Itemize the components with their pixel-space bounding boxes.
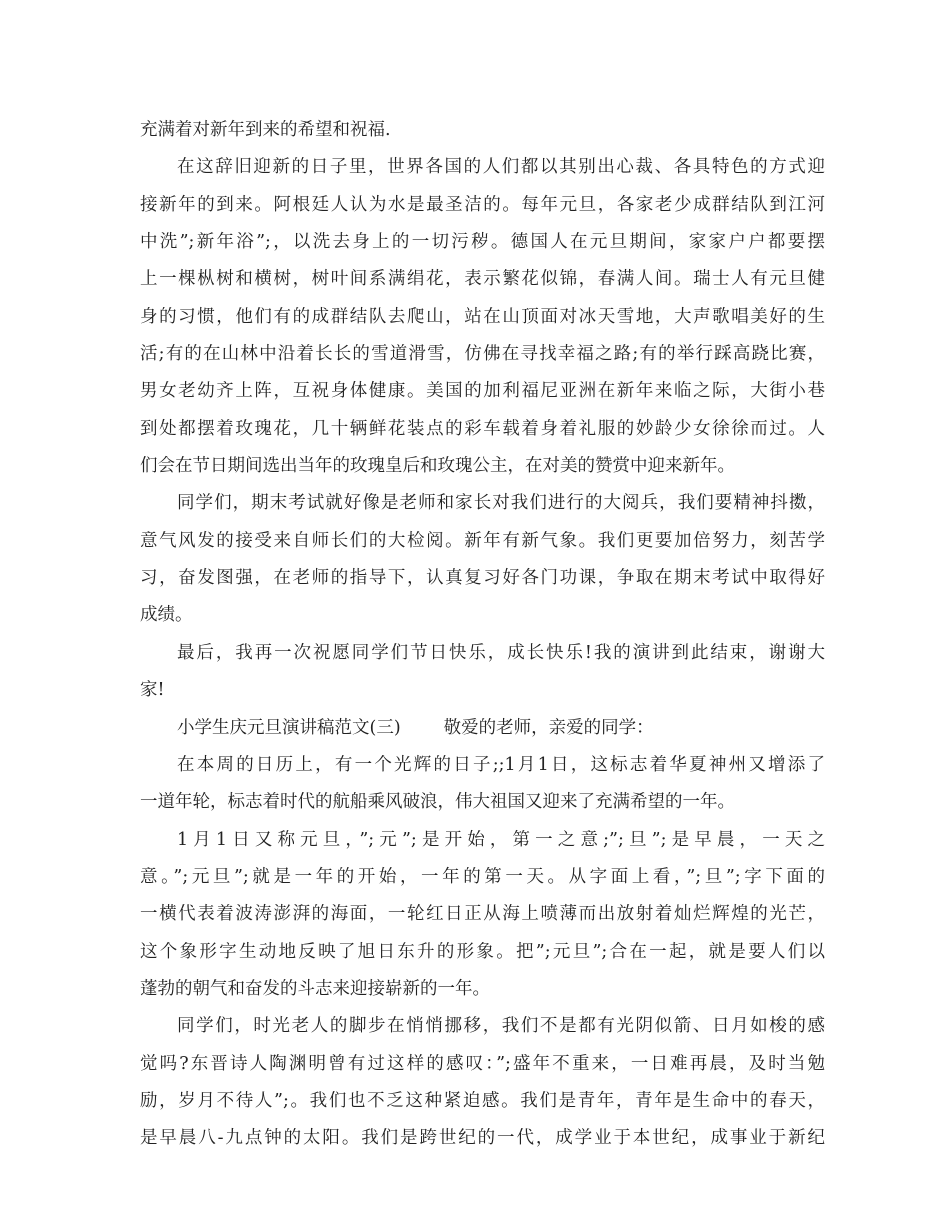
text-line: 意。”;元旦”;就是一年的开始，一年的第一天。从字面上看，”;旦”;字下面的 xyxy=(140,866,825,887)
text-line: 同学们，期末考试就好像是老师和家长对我们进行的大阅兵，我们要精神抖擞， xyxy=(177,493,825,514)
text-line: 同学们，时光老人的脚步在悄悄挪移，我们不是都有光阴似箭、日月如梭的感 xyxy=(177,1016,825,1037)
text-line: 励，岁月不待人”;。我们也不乏这种紧迫感。我们是青年，青年是生命中的春天， xyxy=(140,1090,825,1111)
text-line: 意气风发的接受来自师长们的大检阅。新年有新气象。我们更要加倍努力，刻苦学 xyxy=(140,530,825,551)
text-line: 一道年轮，标志着时代的航船乘风破浪，伟大祖国又迎来了充满希望的一年。 xyxy=(140,792,735,813)
salutation: 敬爱的老师，亲爱的同学： xyxy=(443,717,654,738)
text-line: 家! xyxy=(140,680,165,701)
text-line: 1月1日又称元旦，”;元”;是开始，第一之意;”;旦”;是早晨，一天之 xyxy=(177,829,825,850)
document-body xyxy=(140,112,825,1158)
text-line: 身的习惯，他们有的成群结队去爬山，站在山顶面对冰天雪地，大声歌唱美好的生 xyxy=(140,306,825,327)
section-heading-line xyxy=(140,710,825,747)
text-line: 到处都摆着玫瑰花，几十辆鲜花装点的彩车载着身着礼服的妙龄少女徐徐而过。人 xyxy=(140,418,825,439)
section-title: 小学生庆元旦演讲稿范文(三) xyxy=(177,717,401,738)
text-line: 在本周的日历上，有一个光辉的日子;;1月1日，这标志着华夏神州又增添了 xyxy=(177,754,825,775)
text-line: 觉吗?东晋诗人陶渊明曾有过这样的感叹：”;盛年不重来，一日难再晨，及时当勉 xyxy=(140,1053,825,1074)
text-line: 男女老幼齐上阵，互祝身体健康。美国的加利福尼亚洲在新年来临之际，大街小巷 xyxy=(140,381,825,402)
text-line: 上一棵枞树和横树，树叶间系满绢花，表示繁花似锦，春满人间。瑞士人有元旦健 xyxy=(140,269,825,290)
text-line: 充满着对新年到来的希望和祝福. xyxy=(140,120,391,140)
text-line: 蓬勃的朝气和奋发的斗志来迎接崭新的一年。 xyxy=(140,978,490,999)
text-line: 一横代表着波涛澎湃的海面，一轮红日正从海上喷薄而出放射着灿烂辉煌的光芒， xyxy=(140,904,825,925)
text-line: 成绩。 xyxy=(140,605,193,626)
text-line: 是早晨八-九点钟的太阳。我们是跨世纪的一代，成学业于本世纪，成事业于新纪 xyxy=(140,1128,825,1149)
text-line: 中洗”;新年浴”;，以洗去身上的一切污秽。德国人在元旦期间，家家户户都要摆 xyxy=(140,232,825,253)
text-line: 这个象形字生动地反映了旭日东升的形象。把”;元旦”;合在一起，就是要人们以 xyxy=(140,941,825,962)
text-line: 们会在节日期间选出当年的玫瑰皇后和玫瑰公主，在对美的赞赏中迎来新年。 xyxy=(140,456,735,477)
text-line: 习，奋发图强，在老师的指导下，认真复习好各门功课，争取在期末考试中取得好 xyxy=(140,568,825,589)
text-line: 在这辞旧迎新的日子里，世界各国的人们都以其别出心裁、各具特色的方式迎 xyxy=(177,157,825,178)
text-line: 最后，我再一次祝愿同学们节日快乐，成长快乐!我的演讲到此结束，谢谢大 xyxy=(177,642,825,663)
text-line: 活;有的在山林中沿着长长的雪道滑雪，仿佛在寻找幸福之路;有的举行踩高跷比赛， xyxy=(140,344,825,365)
text-line: 接新年的到来。阿根廷人认为水是最圣洁的。每年元旦，各家老少成群结队到江河 xyxy=(140,194,825,215)
